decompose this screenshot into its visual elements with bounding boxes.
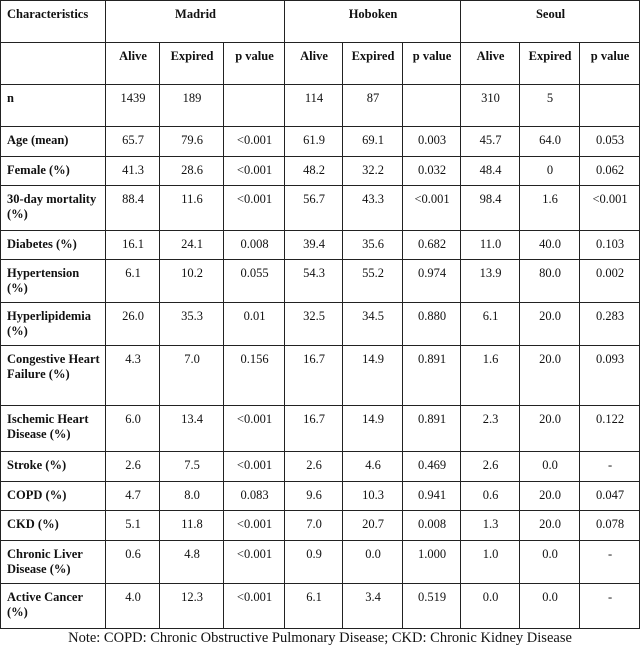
table-cell: 41.3 [106, 157, 160, 186]
table-cell: 5 [520, 85, 580, 127]
table-cell: 7.5 [160, 452, 224, 482]
header-hoboken: Hoboken [285, 1, 461, 43]
table-note: Note: COPD: Chronic Obstructive Pulmonary Disease; CKD: Chronic Kidney Disease [68, 630, 572, 646]
table-cell: 1.3 [461, 511, 520, 541]
table-cell: 4.8 [160, 541, 224, 584]
table-cell: <0.001 [224, 584, 285, 629]
table-cell: 0.469 [403, 452, 461, 482]
table-cell: 0.519 [403, 584, 461, 629]
table-row [1, 346, 640, 406]
header-row [1, 1, 640, 43]
table-row [1, 511, 640, 541]
table-cell: 4.7 [106, 482, 160, 511]
table-cell: <0.001 [580, 186, 640, 231]
table-cell: 1.000 [403, 541, 461, 584]
table-cell: 2.3 [461, 406, 520, 452]
table-cell: 0.093 [580, 346, 640, 406]
row-label: CKD (%) [1, 511, 106, 541]
table-cell: 0.083 [224, 482, 285, 511]
table-cell: 0.880 [403, 303, 461, 346]
table-cell: 32.2 [343, 157, 403, 186]
table-cell: - [580, 541, 640, 584]
subheader-row [1, 43, 640, 85]
row-label: Female (%) [1, 157, 106, 186]
row-label: Diabetes (%) [1, 231, 106, 260]
table-cell: 0.055 [224, 260, 285, 303]
table-cell: 61.9 [285, 127, 343, 157]
table-cell: 0 [520, 157, 580, 186]
table-cell: 0.6 [461, 482, 520, 511]
table-cell: 10.2 [160, 260, 224, 303]
table-cell: 1.0 [461, 541, 520, 584]
table-cell: 35.3 [160, 303, 224, 346]
table-cell: 9.6 [285, 482, 343, 511]
table-cell: 0.01 [224, 303, 285, 346]
header-madrid: Madrid [106, 1, 285, 43]
table-cell: 0.0 [343, 541, 403, 584]
table-cell: 28.6 [160, 157, 224, 186]
table-cell: 11.0 [461, 231, 520, 260]
table-cell: 0.0 [520, 541, 580, 584]
header-seoul: Seoul [461, 1, 640, 43]
table-cell: 65.7 [106, 127, 160, 157]
table-cell: 32.5 [285, 303, 343, 346]
table-cell: 69.1 [343, 127, 403, 157]
table-cell: 11.6 [160, 186, 224, 231]
row-label: Ischemic Heart Disease (%) [1, 406, 106, 452]
table-cell: <0.001 [403, 186, 461, 231]
table-cell: 10.3 [343, 482, 403, 511]
table-cell: 13.9 [461, 260, 520, 303]
table-cell: 0.156 [224, 346, 285, 406]
table-cell: 45.7 [461, 127, 520, 157]
table-row [1, 260, 640, 303]
subheader-p-value: p value [403, 43, 461, 85]
table-cell: 0.003 [403, 127, 461, 157]
table-cell: 0.062 [580, 157, 640, 186]
row-label: Age (mean) [1, 127, 106, 157]
table-cell: 48.4 [461, 157, 520, 186]
table-cell: 20.0 [520, 511, 580, 541]
table-cell: 4.3 [106, 346, 160, 406]
table-cell: 13.4 [160, 406, 224, 452]
table-cell: 20.0 [520, 303, 580, 346]
table-cell: 0.053 [580, 127, 640, 157]
subheader-alive: Alive [106, 43, 160, 85]
header-characteristics: Characteristics [1, 1, 106, 43]
table-cell: 20.0 [520, 482, 580, 511]
table-cell: 0.032 [403, 157, 461, 186]
table-cell: 56.7 [285, 186, 343, 231]
table-cell: 79.6 [160, 127, 224, 157]
table-cell: 0.078 [580, 511, 640, 541]
table-cell: 0.103 [580, 231, 640, 260]
table-cell: <0.001 [224, 541, 285, 584]
table-cell: 0.283 [580, 303, 640, 346]
table-cell: 0.0 [520, 584, 580, 629]
table-cell: <0.001 [224, 157, 285, 186]
table-cell: 0.047 [580, 482, 640, 511]
table-cell: <0.001 [224, 452, 285, 482]
table-cell: 0.008 [224, 231, 285, 260]
table-cell: 0.891 [403, 406, 461, 452]
row-label: Active Cancer (%) [1, 584, 106, 629]
table-cell: 0.682 [403, 231, 461, 260]
table-cell: 16.1 [106, 231, 160, 260]
table-cell [403, 85, 461, 127]
row-label: COPD (%) [1, 482, 106, 511]
table-cell: 0.974 [403, 260, 461, 303]
table-cell: 40.0 [520, 231, 580, 260]
subheader-expired: Expired [520, 43, 580, 85]
table-cell: 114 [285, 85, 343, 127]
table-cell: 80.0 [520, 260, 580, 303]
table-cell: 6.0 [106, 406, 160, 452]
row-label: n [1, 85, 106, 127]
table-cell: 64.0 [520, 127, 580, 157]
table-cell: 8.0 [160, 482, 224, 511]
row-label: Chronic Liver Disease (%) [1, 541, 106, 584]
table-row [1, 406, 640, 452]
table-cell: 98.4 [461, 186, 520, 231]
table-cell: - [580, 584, 640, 629]
table-cell: 35.6 [343, 231, 403, 260]
table-cell: 20.7 [343, 511, 403, 541]
subheader-alive: Alive [461, 43, 520, 85]
table-cell: 1439 [106, 85, 160, 127]
table-cell: 0.891 [403, 346, 461, 406]
subheader-expired: Expired [343, 43, 403, 85]
table-cell: 14.9 [343, 406, 403, 452]
table-cell: 1.6 [461, 346, 520, 406]
subheader-p-value: p value [580, 43, 640, 85]
table-row [1, 231, 640, 260]
table-cell: 48.2 [285, 157, 343, 186]
table-cell: 310 [461, 85, 520, 127]
table-cell: 6.1 [461, 303, 520, 346]
table-cell: 0.0 [461, 584, 520, 629]
table-cell: 3.4 [343, 584, 403, 629]
row-label: Hypertension (%) [1, 260, 106, 303]
table-cell: 0.122 [580, 406, 640, 452]
table-cell: 55.2 [343, 260, 403, 303]
table-cell: 0.008 [403, 511, 461, 541]
table-cell: 16.7 [285, 406, 343, 452]
table-cell: 87 [343, 85, 403, 127]
table-row [1, 541, 640, 584]
subheader-empty [1, 43, 106, 85]
table-cell: 11.8 [160, 511, 224, 541]
table-cell: 2.6 [285, 452, 343, 482]
table-cell [224, 85, 285, 127]
table-row [1, 584, 640, 629]
table-cell: 54.3 [285, 260, 343, 303]
table-cell: 0.6 [106, 541, 160, 584]
table-cell: 34.5 [343, 303, 403, 346]
subheader-expired: Expired [160, 43, 224, 85]
table-row [1, 127, 640, 157]
table-cell: 0.9 [285, 541, 343, 584]
table-cell: 20.0 [520, 406, 580, 452]
subheader-alive: Alive [285, 43, 343, 85]
table-cell: 6.1 [285, 584, 343, 629]
table-cell: 2.6 [461, 452, 520, 482]
table-cell: 4.6 [343, 452, 403, 482]
table-row [1, 482, 640, 511]
row-label: Congestive Heart Failure (%) [1, 346, 106, 406]
table-cell: <0.001 [224, 406, 285, 452]
table-cell [580, 85, 640, 127]
table-cell: 39.4 [285, 231, 343, 260]
table-cell: <0.001 [224, 127, 285, 157]
table-cell: <0.001 [224, 186, 285, 231]
table-cell: 24.1 [160, 231, 224, 260]
table-cell: 0.0 [520, 452, 580, 482]
table-cell: <0.001 [224, 511, 285, 541]
table-row [1, 452, 640, 482]
row-label: 30-day mortality (%) [1, 186, 106, 231]
table-cell: 2.6 [106, 452, 160, 482]
table-cell: 20.0 [520, 346, 580, 406]
table-cell: - [580, 452, 640, 482]
table-cell: 7.0 [285, 511, 343, 541]
row-label: Hyperlipidemia (%) [1, 303, 106, 346]
table-cell: 0.941 [403, 482, 461, 511]
table-cell: 1.6 [520, 186, 580, 231]
table-cell: 189 [160, 85, 224, 127]
table-row [1, 186, 640, 231]
table-cell: 88.4 [106, 186, 160, 231]
table-cell: 7.0 [160, 346, 224, 406]
table-cell: 14.9 [343, 346, 403, 406]
table-cell: 5.1 [106, 511, 160, 541]
table-cell: 0.002 [580, 260, 640, 303]
table-cell: 16.7 [285, 346, 343, 406]
table-cell: 6.1 [106, 260, 160, 303]
row-label: Stroke (%) [1, 452, 106, 482]
table-cell: 4.0 [106, 584, 160, 629]
table-row [1, 157, 640, 186]
table-cell: 12.3 [160, 584, 224, 629]
table-row [1, 303, 640, 346]
table-cell: 43.3 [343, 186, 403, 231]
table-row [1, 85, 640, 127]
table-cell: 26.0 [106, 303, 160, 346]
subheader-p-value: p value [224, 43, 285, 85]
